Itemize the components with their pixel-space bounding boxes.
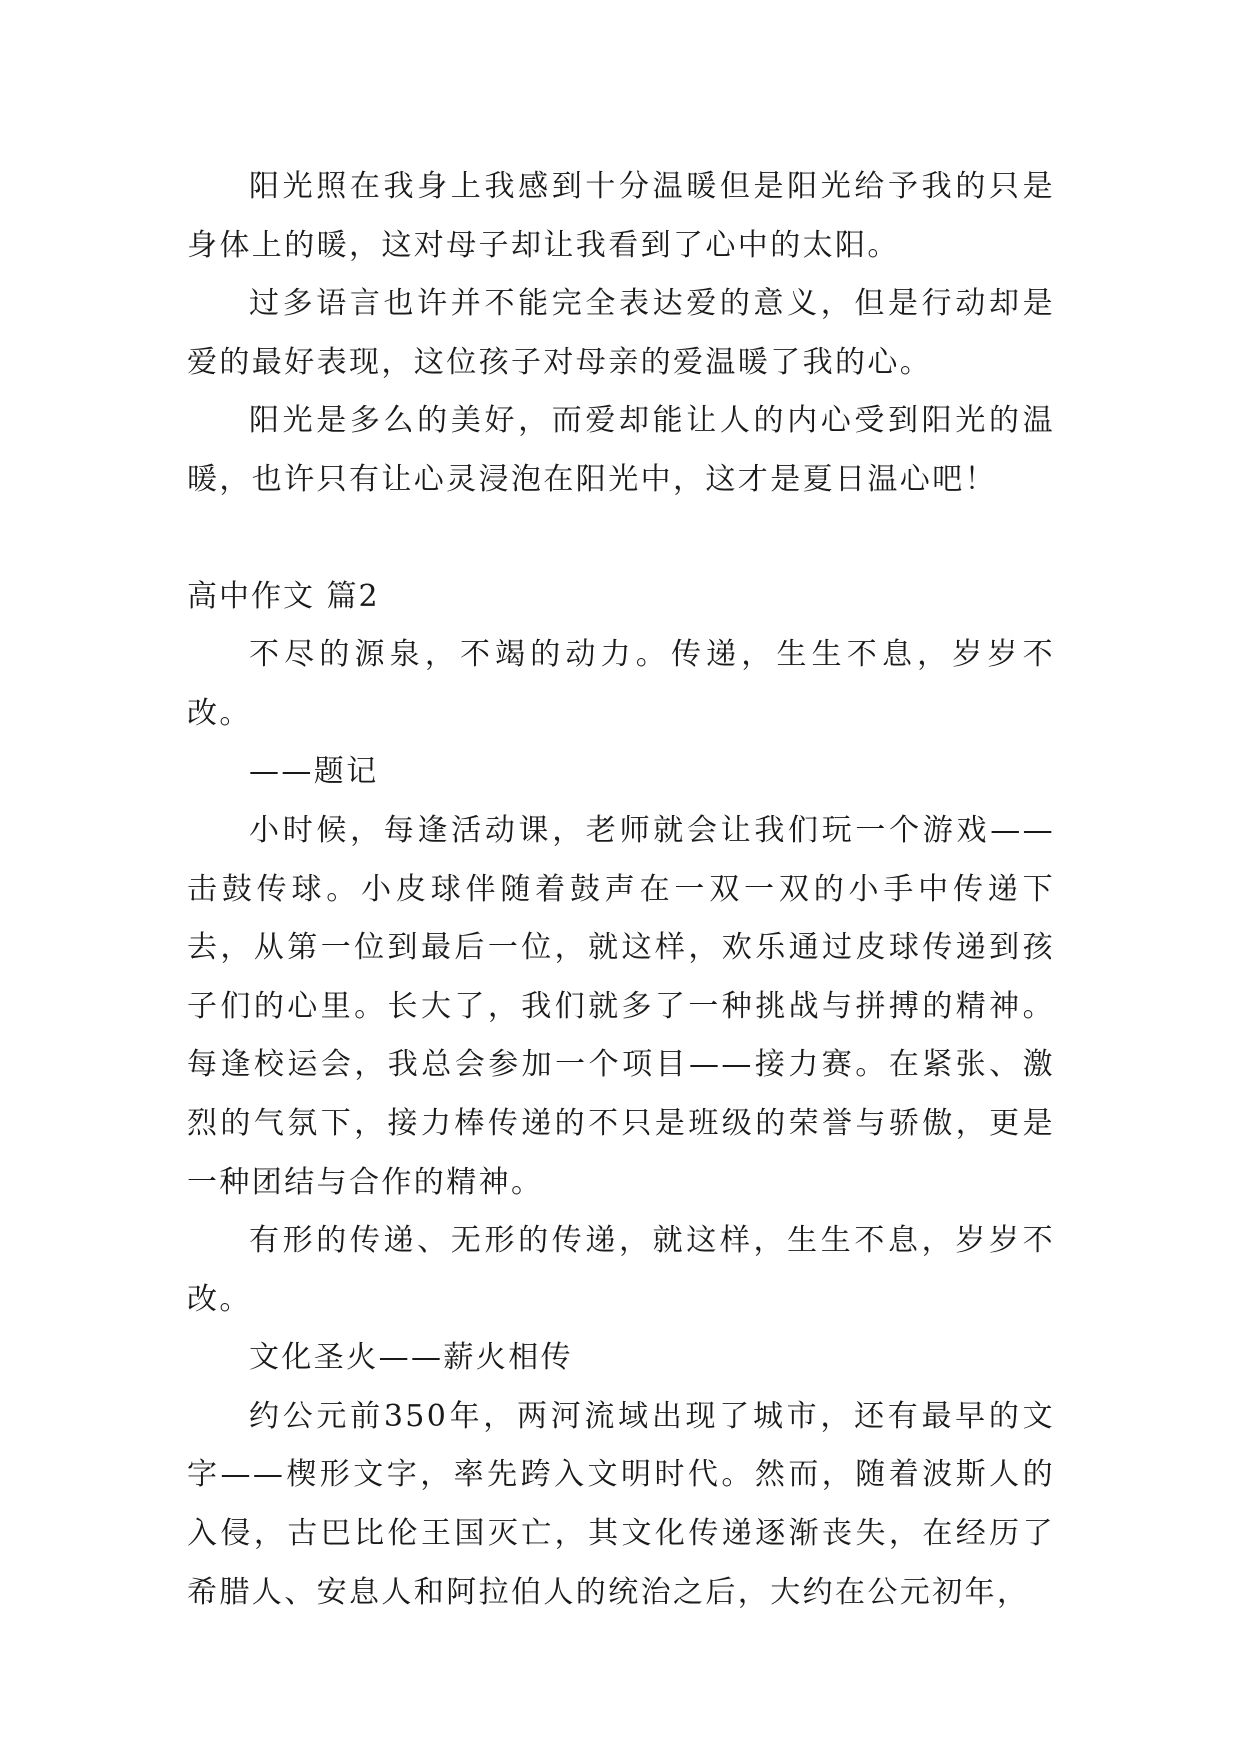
epigraph-attribution: ——题记: [249, 754, 379, 790]
paragraph: 有形的传递、无形的传递，就这样，生生不息，岁岁不改。: [187, 1223, 1055, 1317]
document-body: [187, 158, 1055, 1622]
section-spacer: [187, 510, 1055, 568]
paragraph: 约公元前350年，两河流域出现了城市，还有最早的文字——楔形文字，率先跨入文明时代。然而，随着波斯人的入侵，古巴比伦王国灭亡，其文化传递逐渐丧失，在经历了希腊人、安息人和阿拉伯人的统治之后，大约在公元初年，: [187, 1398, 1055, 1610]
paragraph: 阳光是多么的美好，而爱却能让人的内心受到阳光的温暖，也许只有让心灵浸泡在阳光中，这才是夏日温心吧！: [187, 403, 1055, 497]
section-heading: 高中作文 篇2: [187, 578, 380, 614]
paragraph: 不尽的源泉，不竭的动力。传递，生生不息，岁岁不改。: [187, 637, 1055, 731]
subheading: 文化圣火——薪火相传: [249, 1340, 573, 1376]
paragraph: 过多语言也许并不能完全表达爱的意义，但是行动却是爱的最好表现，这位孩子对母亲的爱温暖了我的心。: [187, 286, 1055, 380]
paragraph: 阳光照在我身上我感到十分温暖但是阳光给予我的只是身体上的暖，这对母子却让我看到了心中的太阳。: [187, 169, 1055, 263]
paragraph: 小时候，每逢活动课，老师就会让我们玩一个游戏——击鼓传球。小皮球伴随着鼓声在一双一双的小手中传递下去，从第一位到最后一位，就这样，欢乐通过皮球传递到孩子们的心里。长大了，我们就多了一种挑战与拼搏的精神。每逢校运会，我总会参加一个项目——接力赛。在紧张、激烈的气氛下，接力棒传递的不只是班级的荣誉与骄傲，更是一种团结与合作的精神。: [187, 812, 1055, 1200]
